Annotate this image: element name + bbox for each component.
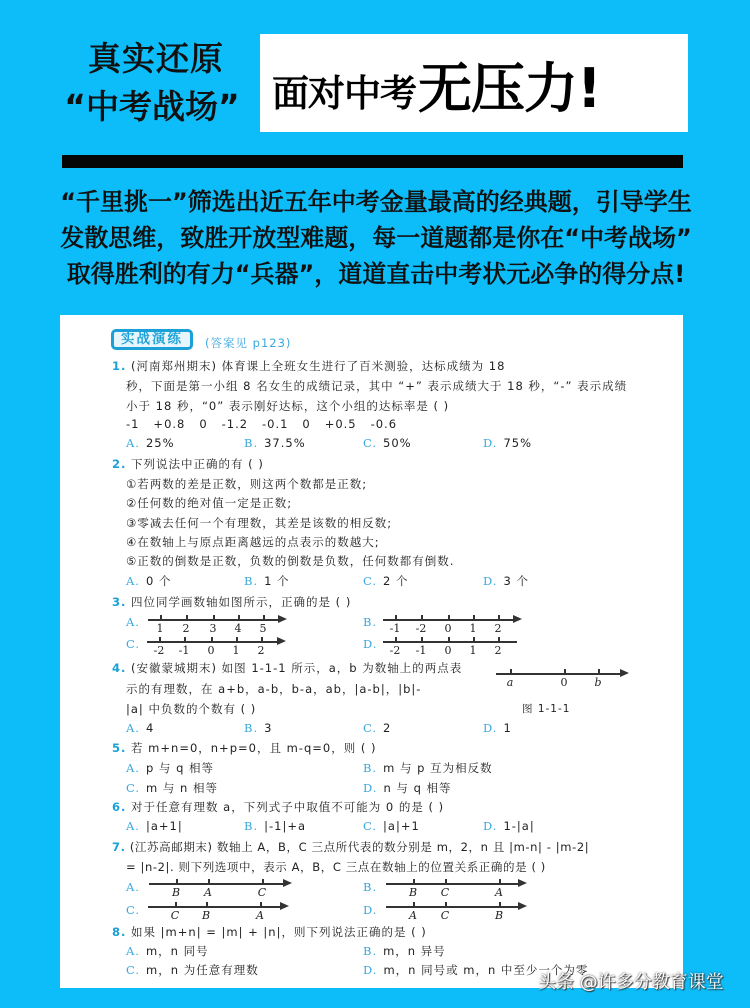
q8-option-a[interactable] [126, 943, 209, 959]
axis-label: 5 [259, 622, 267, 635]
axis-label: B [201, 909, 211, 922]
option-text: 1 个 [264, 574, 290, 588]
question-text: (安徽蒙城期末) 如图 1-1-1 所示，a，b 为数轴上的两点表 [131, 661, 463, 675]
option-letter: C. [363, 721, 378, 735]
axis-label: 0 [444, 644, 452, 657]
option-letter: C. [126, 963, 141, 977]
option-text: 0 个 [145, 574, 172, 588]
number-line-b [383, 613, 523, 635]
axis-label: 0 [444, 622, 452, 635]
q4-option-b[interactable] [244, 721, 272, 735]
number-line-d [383, 635, 523, 657]
q7-option-a[interactable] [126, 880, 146, 894]
option-letter: D. [363, 963, 378, 977]
option-letter: D. [363, 637, 378, 651]
question-text: 对于任意有理数 a，下列式子中取值不可能为 0 的是 ( ) [131, 800, 445, 814]
q5-option-b[interactable] [363, 760, 493, 776]
q2-option-a[interactable] [126, 573, 171, 589]
question-number: 6. [112, 800, 127, 814]
header-left-line1: 真实还原 [88, 39, 224, 78]
question-5-line [112, 740, 377, 756]
q3-option-b[interactable] [363, 615, 383, 629]
option-text: 3 [264, 721, 273, 735]
divider-bar [62, 155, 683, 168]
q5-option-d[interactable] [363, 780, 452, 796]
question-text: 如果 |m+n| = |m| + |n|，则下列说法正确的是 ( ) [131, 925, 427, 939]
axis-label: 1 [469, 644, 477, 657]
option-letter: D. [363, 903, 378, 917]
option-text: m，n 同号 [145, 944, 209, 958]
q1-option-b[interactable] [244, 436, 306, 450]
q4-option-c[interactable] [363, 721, 391, 735]
question-text: 四位同学画数轴如图所示，正确的是 ( ) [131, 595, 352, 609]
axis-label: a [506, 676, 514, 689]
axis-label: 2 [494, 644, 502, 657]
option-text: 50% [383, 436, 412, 450]
option-letter: D. [483, 436, 498, 450]
option-text: |-1|+a [264, 819, 307, 833]
question-4-line: 示的有理数，在 a+b，a-b，b-a，ab，|a-b|，|b|- [126, 682, 422, 696]
option-letter: A. [126, 436, 140, 450]
q3-option-a[interactable] [126, 615, 146, 629]
question-1-line: 小于 18 秒，“0” 表示刚好达标，这个小组的达标率是 ( ) [126, 399, 450, 413]
question-1-data: -1 +0.8 0 -1.2 -0.1 0 +0.5 -0.6 [126, 417, 398, 431]
intro-line: 发散思维，致胜开放型难题，每一道题都是你在“中考战场” [60, 224, 692, 252]
statement-1: ①若两数的差是正数，则这两个数都是正数; [126, 477, 368, 491]
option-letter: B. [244, 436, 259, 450]
option-letter: A. [126, 574, 140, 588]
question-text: (江苏高邮期末) 数轴上 A，B，C 三点所代表的数分别是 m，2，n 且 |m-n| - |m-2| [129, 840, 590, 854]
option-text: 4 [145, 721, 155, 735]
header-left-title [56, 38, 256, 130]
option-text: m，n 异号 [383, 944, 446, 958]
axis-label: 1 [232, 644, 240, 657]
option-letter: A. [126, 880, 140, 894]
axis-label: 0 [560, 676, 568, 689]
question-number: 1. [112, 359, 127, 373]
question-number: 2. [112, 457, 127, 471]
axis-label: A [409, 909, 417, 922]
q6-option-a[interactable] [126, 819, 183, 833]
q4-option-a[interactable] [126, 721, 154, 735]
question-7-line: = |n-2|. 则下列选项中，表示 A，B，C 三点在数轴上的位置关系正确的是 ( ) [126, 860, 546, 874]
question-text: (河南郑州期末) 体育课上全班女生进行了百米测验，达标成绩为 18 [131, 359, 506, 373]
question-4-line: |a| 中负数的个数有 ( ) [126, 702, 257, 716]
option-letter: C. [363, 436, 378, 450]
header-slogan-box [260, 34, 688, 132]
question-number: 5. [112, 741, 127, 755]
axis-label: 2 [182, 622, 190, 635]
intro-paragraph [56, 184, 696, 292]
q7-option-b[interactable] [363, 880, 383, 894]
question-4-line [112, 660, 462, 676]
axis-label: A [256, 909, 264, 922]
q6-option-c[interactable] [363, 819, 420, 833]
statement-5: ⑤正数的倒数是正数，负数的倒数是负数，任何数都有倒数. [126, 554, 455, 568]
option-text: m，n 为任意有理数 [146, 963, 259, 977]
figure-caption: 图 1-1-1 [522, 703, 571, 715]
option-text: 25% [145, 436, 175, 450]
q2-option-c[interactable] [363, 573, 409, 589]
axis-label: -2 [389, 644, 401, 657]
option-letter: A. [126, 944, 140, 958]
option-text: 1-|a| [503, 819, 535, 833]
question-number: 8. [112, 925, 127, 939]
q7-option-d[interactable] [363, 903, 383, 917]
option-text: |a+1| [145, 819, 183, 833]
axis-label: 4 [234, 622, 242, 635]
option-letter: B. [363, 944, 378, 958]
statement-3: ③零减去任何一个有理数，其差是该数的相反数; [126, 516, 393, 530]
number-line-a [148, 613, 288, 635]
axis-label: C [440, 909, 450, 922]
q2-option-b[interactable] [244, 573, 290, 589]
option-letter: D. [483, 574, 498, 588]
option-letter: A. [126, 819, 140, 833]
option-letter: D. [483, 819, 498, 833]
axis-label: A [204, 886, 212, 899]
question-1-line: 秒，下面是第一小组 8 名女生的成绩记录，其中 “+” 表示成绩大于 18 秒，“-” 表示成绩 [126, 379, 628, 393]
q5-option-a[interactable] [126, 760, 214, 776]
q8-option-b[interactable] [363, 943, 446, 959]
axis-label: 3 [209, 622, 217, 635]
number-line-d [386, 900, 531, 922]
question-text: 下列说法中正确的有 ( ) [131, 457, 264, 471]
option-text: 3 个 [503, 574, 529, 588]
option-letter: D. [363, 781, 378, 795]
axis-label: A [495, 886, 503, 899]
q1-option-a[interactable] [126, 436, 175, 450]
q5-option-c[interactable] [126, 780, 218, 796]
q3-option-d[interactable] [363, 637, 383, 651]
exercise-card [60, 315, 683, 988]
option-text: |a|+1 [383, 819, 420, 833]
intro-line: “千里挑一”筛选出近五年中考金量最高的经典题，引导学生 [60, 188, 692, 216]
option-text: p 与 q 相等 [145, 761, 215, 775]
q7-option-c[interactable] [126, 903, 146, 917]
question-text: 若 m+n=0，n+p=0，且 m-q=0，则 ( ) [131, 741, 377, 755]
question-2-line [112, 456, 264, 472]
axis-label: 2 [257, 644, 265, 657]
option-letter: C. [126, 781, 141, 795]
statement-2: ②任何数的绝对值一定是正数; [126, 496, 293, 510]
statement-4: ④在数轴上与原点距离越远的点表示的数越大; [126, 535, 380, 549]
section-badge: 实战演练 [111, 329, 193, 350]
axis-label: C [440, 886, 450, 899]
axis-label: B [171, 886, 181, 899]
option-text: 2 [383, 721, 392, 735]
question-number: 4. [112, 661, 127, 675]
option-letter: A. [126, 615, 140, 629]
option-letter: B. [363, 615, 378, 629]
q1-option-d[interactable] [483, 436, 532, 450]
axis-label: -1 [389, 622, 401, 635]
q2-option-d[interactable] [483, 573, 529, 589]
option-letter: C. [363, 574, 378, 588]
intro-line: 取得胜利的有力“兵器”，道道直击中考状元必争的得分点! [66, 260, 686, 288]
question-7-line [112, 839, 589, 855]
header-left-line2: “中考战场” [64, 87, 240, 126]
option-text: 75% [503, 436, 533, 450]
q6-option-d[interactable] [483, 819, 535, 833]
q6-option-b[interactable] [244, 819, 306, 833]
option-letter: D. [483, 721, 498, 735]
axis-label: -2 [415, 622, 427, 635]
figure-1-1-1-number-line [496, 667, 630, 689]
option-letter: B. [363, 761, 378, 775]
option-text: 2 个 [383, 574, 409, 588]
axis-label: C [170, 909, 180, 922]
axis-label: C [257, 886, 267, 899]
option-letter: A. [126, 761, 140, 775]
option-text: 37.5% [264, 436, 306, 450]
option-letter: C. [126, 903, 141, 917]
option-letter: A. [126, 721, 140, 735]
question-3-line [112, 594, 351, 610]
option-letter: B. [244, 819, 259, 833]
q4-option-d[interactable] [483, 721, 512, 735]
axis-label: b [594, 676, 602, 689]
header-slogan-big: 无压力! [418, 56, 601, 120]
number-line-c [148, 900, 293, 922]
header-slogan-small: 面对中考 [272, 72, 416, 115]
axis-label: -1 [415, 644, 427, 657]
question-8-line [112, 924, 427, 940]
option-letter: B. [244, 721, 259, 735]
question-1-line [112, 358, 505, 374]
q1-option-c[interactable] [363, 436, 412, 450]
answer-reference: (答案见 p123) [205, 336, 292, 350]
q3-option-c[interactable] [126, 637, 146, 651]
axis-label: 0 [207, 644, 215, 657]
option-letter: C. [126, 637, 141, 651]
number-line-c [147, 635, 287, 657]
q8-option-c[interactable] [126, 962, 259, 978]
option-text: m，n 同号或 m，n 中至少一个为零 [383, 963, 589, 977]
option-letter: C. [363, 819, 378, 833]
axis-label: B [408, 886, 418, 899]
number-line-a [149, 877, 294, 899]
option-letter: B. [244, 574, 259, 588]
question-6-line [112, 799, 444, 815]
axis-label: 1 [156, 622, 164, 635]
axis-label: B [494, 909, 504, 922]
axis-label: 2 [494, 622, 502, 635]
axis-label: -2 [153, 644, 165, 657]
number-line-b [386, 877, 531, 899]
question-number: 7. [112, 840, 126, 854]
option-letter: B. [363, 880, 378, 894]
option-text: m 与 n 相等 [146, 781, 219, 795]
option-text: 1 [503, 721, 512, 735]
question-number: 3. [112, 595, 127, 609]
option-text: m 与 p 互为相反数 [383, 761, 493, 775]
axis-label: 1 [469, 622, 477, 635]
watermark: 头条 @许多分教育课堂 [538, 972, 724, 993]
axis-label: -1 [178, 644, 190, 657]
option-text: n 与 q 相等 [383, 781, 452, 795]
